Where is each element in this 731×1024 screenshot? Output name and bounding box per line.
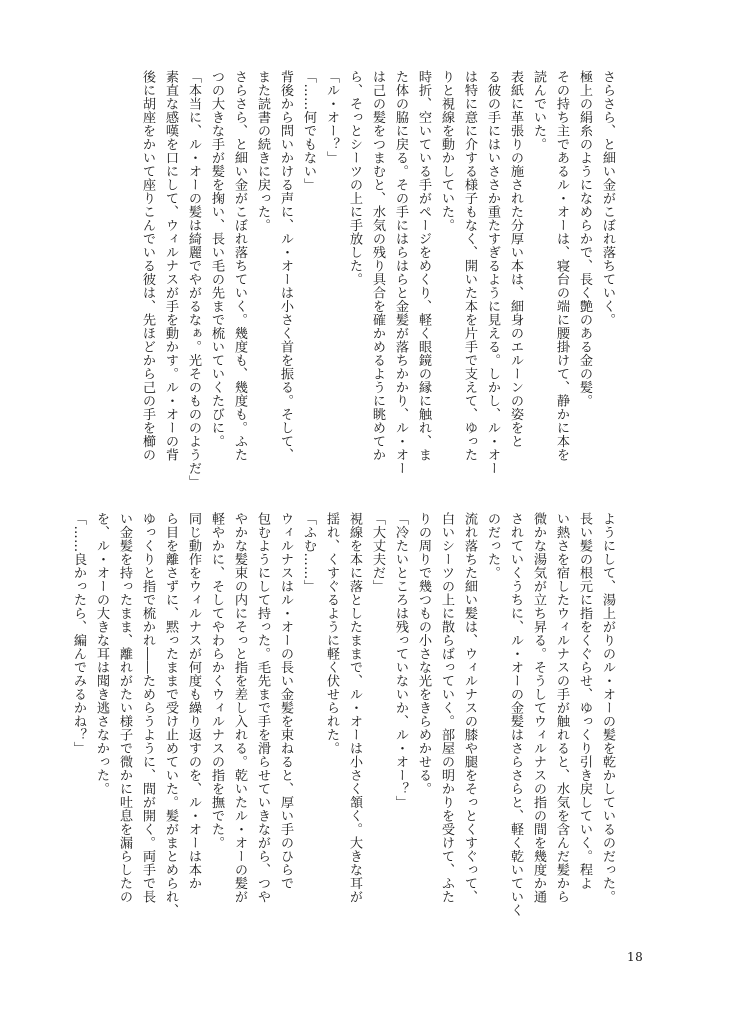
text-line: 表紙に革張りの施された分厚い本は、細身のエルーンの姿をと — [508, 70, 523, 448]
text-line: りと視線を動かしていた。 — [439, 70, 454, 232]
text-line: やかな髪束の内にそっと指を差し入れる。乾いたル・オーの髪が — [232, 512, 247, 904]
text-line: また読書の続きに戻った。 — [255, 70, 270, 232]
text-line: ら目を離さずに、黙ったままで受け止めていた。髪がまとめられ、 — [163, 512, 178, 917]
text-line: さらさら、と細い金がこぼれ落ちていく。幾度も、幾度も。ふた — [232, 70, 247, 462]
text-line: る彼の手にはいささか重たすぎるように見える。しかし、ル・オー — [485, 70, 500, 475]
text-line: 「……良かったら、編んでみるかね？」 — [71, 512, 86, 755]
text-line: 「ふむ……」 — [301, 512, 316, 593]
text-line: 同じ動作をウィルナスが何度も繰り返すのを、ル・オーは本か — [186, 512, 201, 890]
text-line: 白いシーツの上に散らばっていく。部屋の明かりを受けて、ふた — [439, 512, 454, 904]
text-line: されていくうちに、ル・オーの金髪はさらさらと、軽く乾いていく — [508, 512, 523, 917]
text-line: 「……何でもない」 — [301, 70, 316, 192]
text-block-bottom — [59, 512, 619, 932]
text-line: 揺れ、くすぐるように軽く伏せられた。 — [324, 512, 339, 755]
text-line: 流れ落ちた細い髪は、ウィルナスの膝や腿をそっとくすぐって、 — [462, 512, 477, 904]
text-line: 背後から問いかける声に、ル・オーは小さく首を振る。そして、 — [278, 70, 293, 462]
text-line: 「大丈夫だ」 — [370, 512, 385, 593]
text-line: 読んでいた。 — [531, 70, 546, 151]
text-line: りの周りで幾つもの小さな光をきらめかせる。 — [416, 512, 431, 796]
text-line: 「ル・オー？」 — [324, 70, 339, 165]
text-line: 包むようにして持った。毛先まで手を滑らせていきながら、つや — [255, 512, 270, 904]
text-line: 後に胡座をかいて座りこんでいる彼は、先ほどから己の手を櫛の — [140, 70, 155, 462]
text-line: ゆっくりと指で梳かれ――ためらうように、間が開く。両手で長 — [140, 512, 155, 904]
text-line: い熱さを宿したウィルナスの手が触れると、水気を含んだ髪から — [554, 512, 569, 904]
text-line: つの大きな手が髪を掬い、長い毛の先まで梳いていくたびに。 — [209, 70, 224, 448]
text-line: 「冷たいところは残っていないか、ル・オー？」 — [393, 512, 408, 809]
text-line: は特に意に介する様子もなく、開いた本を片手で支えて、ゆった — [462, 70, 477, 462]
text-line: い金髪を持ったまま、離れがたい様子で微かに吐息を漏らしたの — [117, 512, 132, 904]
text-line: のだった。 — [485, 512, 500, 580]
text-line: その持ち主であるル・オーは、寝台の端に腰掛けて、静かに本を — [554, 70, 569, 462]
text-line: ら、そっとシーツの上に手放した。 — [347, 70, 362, 286]
text-line: 時折、空いている手がページをめくり、軽く眼鏡の縁に触れ、ま — [416, 70, 431, 462]
text-line: 長い髪の根元に指をくぐらせ、ゆっくり引き戻していく。程よ — [577, 512, 592, 890]
text-line: 素直な感嘆を口にして、ウィルナスが手を動かす。ル・オーの背 — [163, 70, 178, 462]
text-line: ようにして、湯上がりのル・オーの髪を乾かしているのだった。 — [600, 512, 615, 904]
text-line: た体の脇に戻る。その手にはらはらと金髪が落ちかかり、ル・オー — [393, 70, 408, 475]
text-line: を、ル・オーの大きな耳は聞き逃さなかった。 — [94, 512, 109, 796]
text-line: 視線を本に落としたままで、ル・オーは小さく頷く。大きな耳が — [347, 512, 362, 904]
text-line: 極上の絹糸のようになめらかで、長く艶のある金の髪。 — [577, 70, 592, 408]
text-line: 「本当に、ル・オーの髪は綺麗でやがるなぁ。光そのもののようだ」 — [186, 70, 201, 489]
text-line: 微かな湯気が立ち昇る。そうしてウィルナスの指の間を幾度か通 — [531, 512, 546, 904]
text-line: ウィルナスはル・オーの長い金髪を束ねると、厚い手のひらで — [278, 512, 293, 890]
text-line: は己の髪をつまむと、水気の残り具合を確かめるように眺めてか — [370, 70, 385, 462]
text-block-top — [59, 70, 619, 490]
text-line: さらさら、と細い金がこぼれ落ちていく。 — [600, 70, 615, 327]
text-line: 軽やかに、そしてやわらかくウィルナスの指を撫でた。 — [209, 512, 224, 850]
page-number: 18 — [627, 950, 644, 964]
